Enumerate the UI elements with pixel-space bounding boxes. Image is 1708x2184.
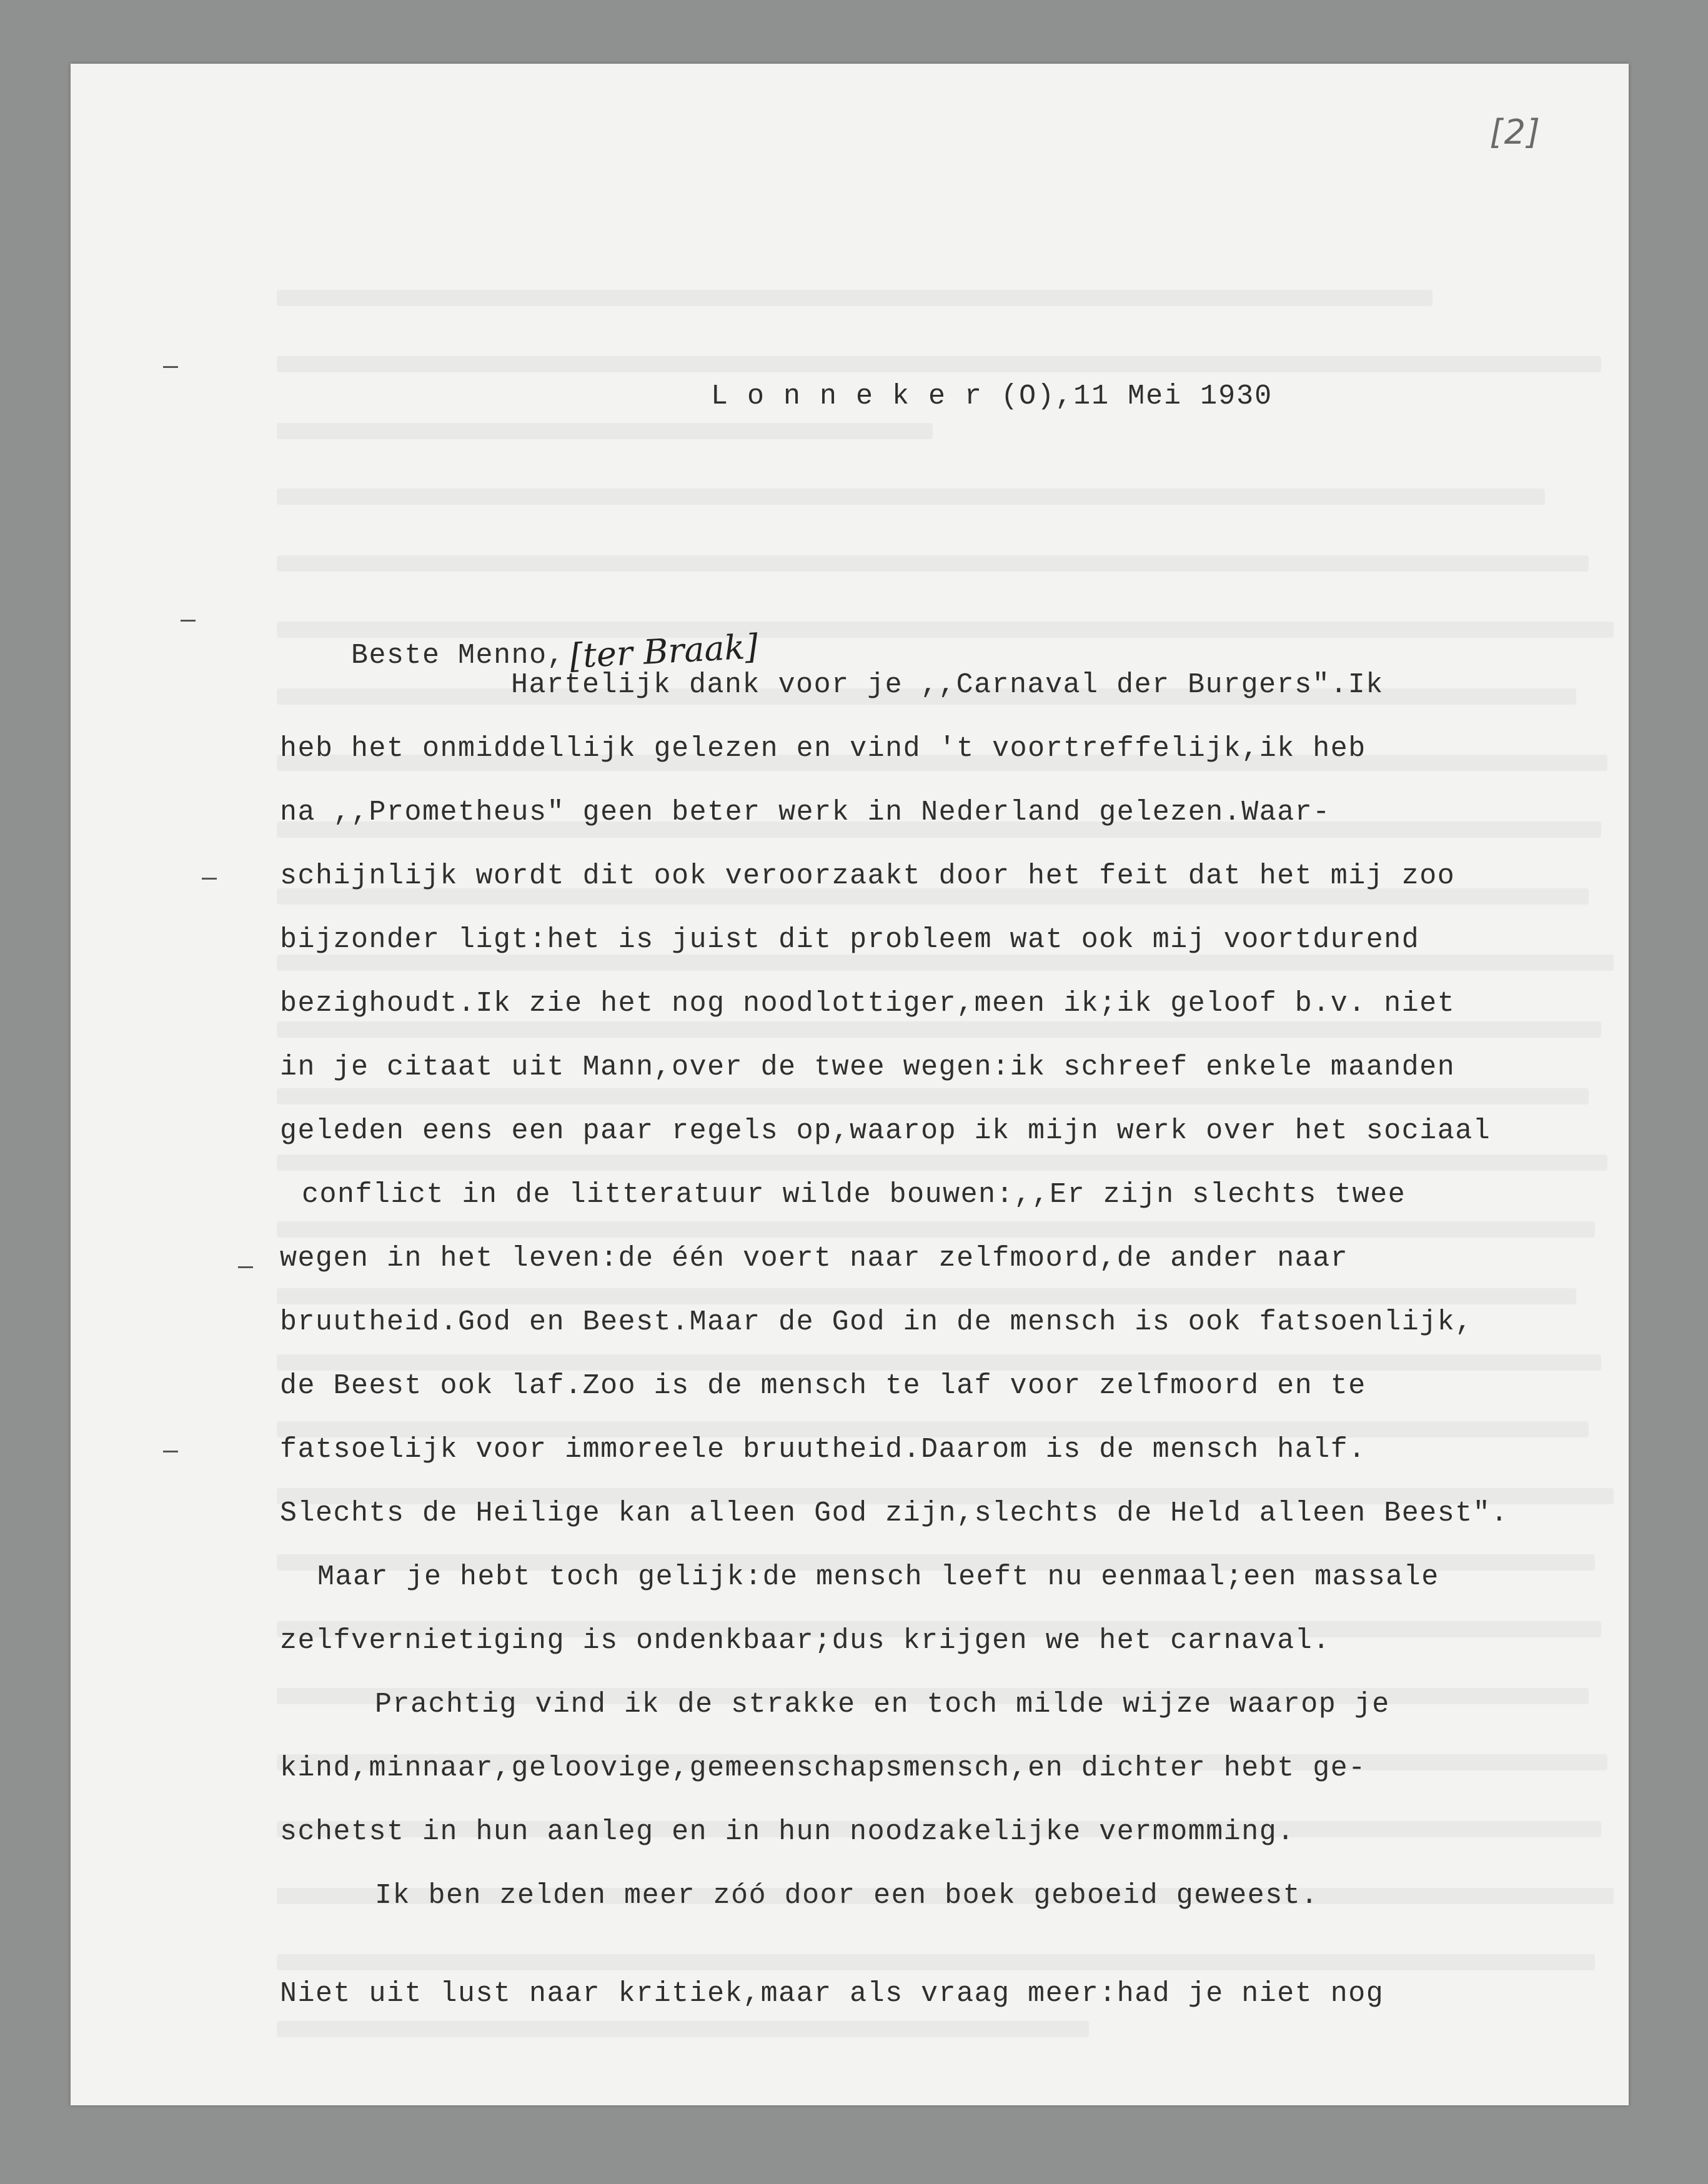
body-line: zelfvernietiging is ondenkbaar;dus krijgen we het carnaval. (280, 1625, 1331, 1657)
body-line: schijnlijk wordt dit ook veroorzaakt door het feit dat het mij zoo (280, 860, 1456, 892)
body-line: heb het onmiddellijk gelezen en vind 't voortreffelijk,ik heb (280, 733, 1366, 765)
salutation: Beste Menno, (351, 640, 565, 672)
body-line: Niet uit lust naar kritiek,maar als vraag meer:had je niet nog (280, 1978, 1384, 2010)
body-line: Hartelijk dank voor je ,,Carnaval der Burgers".Ik (511, 669, 1384, 701)
body-line: in je citaat uit Mann,over de twee wegen:ik schreef enkele maanden (280, 1051, 1456, 1083)
body-line: de Beest ook laf.Zoo is de mensch te laf voor zelfmoord en te (280, 1370, 1366, 1402)
body-line: Slechts de Heilige kan alleen God zijn,slechts de Held alleen Beest". (280, 1497, 1509, 1529)
margin-dash (163, 1451, 178, 1452)
body-line: na ,,Prometheus" geen beter werk in Nederland gelezen.Waar- (280, 797, 1331, 828)
body-line: Maar je hebt toch gelijk:de mensch leeft nu eenmaal;een massale (317, 1561, 1439, 1593)
body-line: schetst in hun aanleg en in hun noodzakelijke vermomming. (280, 1816, 1295, 1848)
margin-dash (202, 878, 217, 880)
body-line: geleden eens een paar regels op,waarop ik mijn werk over het sociaal (280, 1115, 1491, 1147)
margin-dash (163, 366, 178, 368)
body-line: bruutheid.God en Beest.Maar de God in de mensch is ook fatsoenlijk, (280, 1306, 1473, 1338)
letter-page (71, 64, 1629, 2105)
body-line: wegen in het leven:de één voert naar zelfmoord,de ander naar (280, 1243, 1349, 1274)
body-line: fatsoelijk voor immoreele bruutheid.Daarom is de mensch half. (280, 1434, 1366, 1466)
dateline: L o n n e k e r (O),11 Mei 1930 (711, 380, 1273, 412)
body-line: Prachtig vind ik de strakke en toch milde wijze waarop je (375, 1689, 1390, 1720)
body-line: bezighoudt.Ik zie het nog noodlottiger,meen ik;ik geloof b.v. niet (280, 988, 1456, 1020)
margin-dash (181, 620, 196, 622)
handwritten-annotation: [ter Braak] (569, 627, 759, 676)
body-line: Ik ben zelden meer zóó door een boek geboeid geweest. (375, 1880, 1319, 1912)
margin-dash (238, 1266, 253, 1268)
body-line: bijzonder ligt:het is juist dit probleem wat ook mij voortdurend (280, 924, 1420, 956)
body-line: kind,minnaar,geloovige,gemeenschapsmensch,en dichter hebt ge- (280, 1752, 1366, 1784)
reverse-side-bleed-through (71, 64, 1629, 2105)
body-line: conflict in de litteratuur wilde bouwen:,,Er zijn slechts twee (302, 1179, 1406, 1211)
page-number: [2] (1489, 112, 1541, 152)
